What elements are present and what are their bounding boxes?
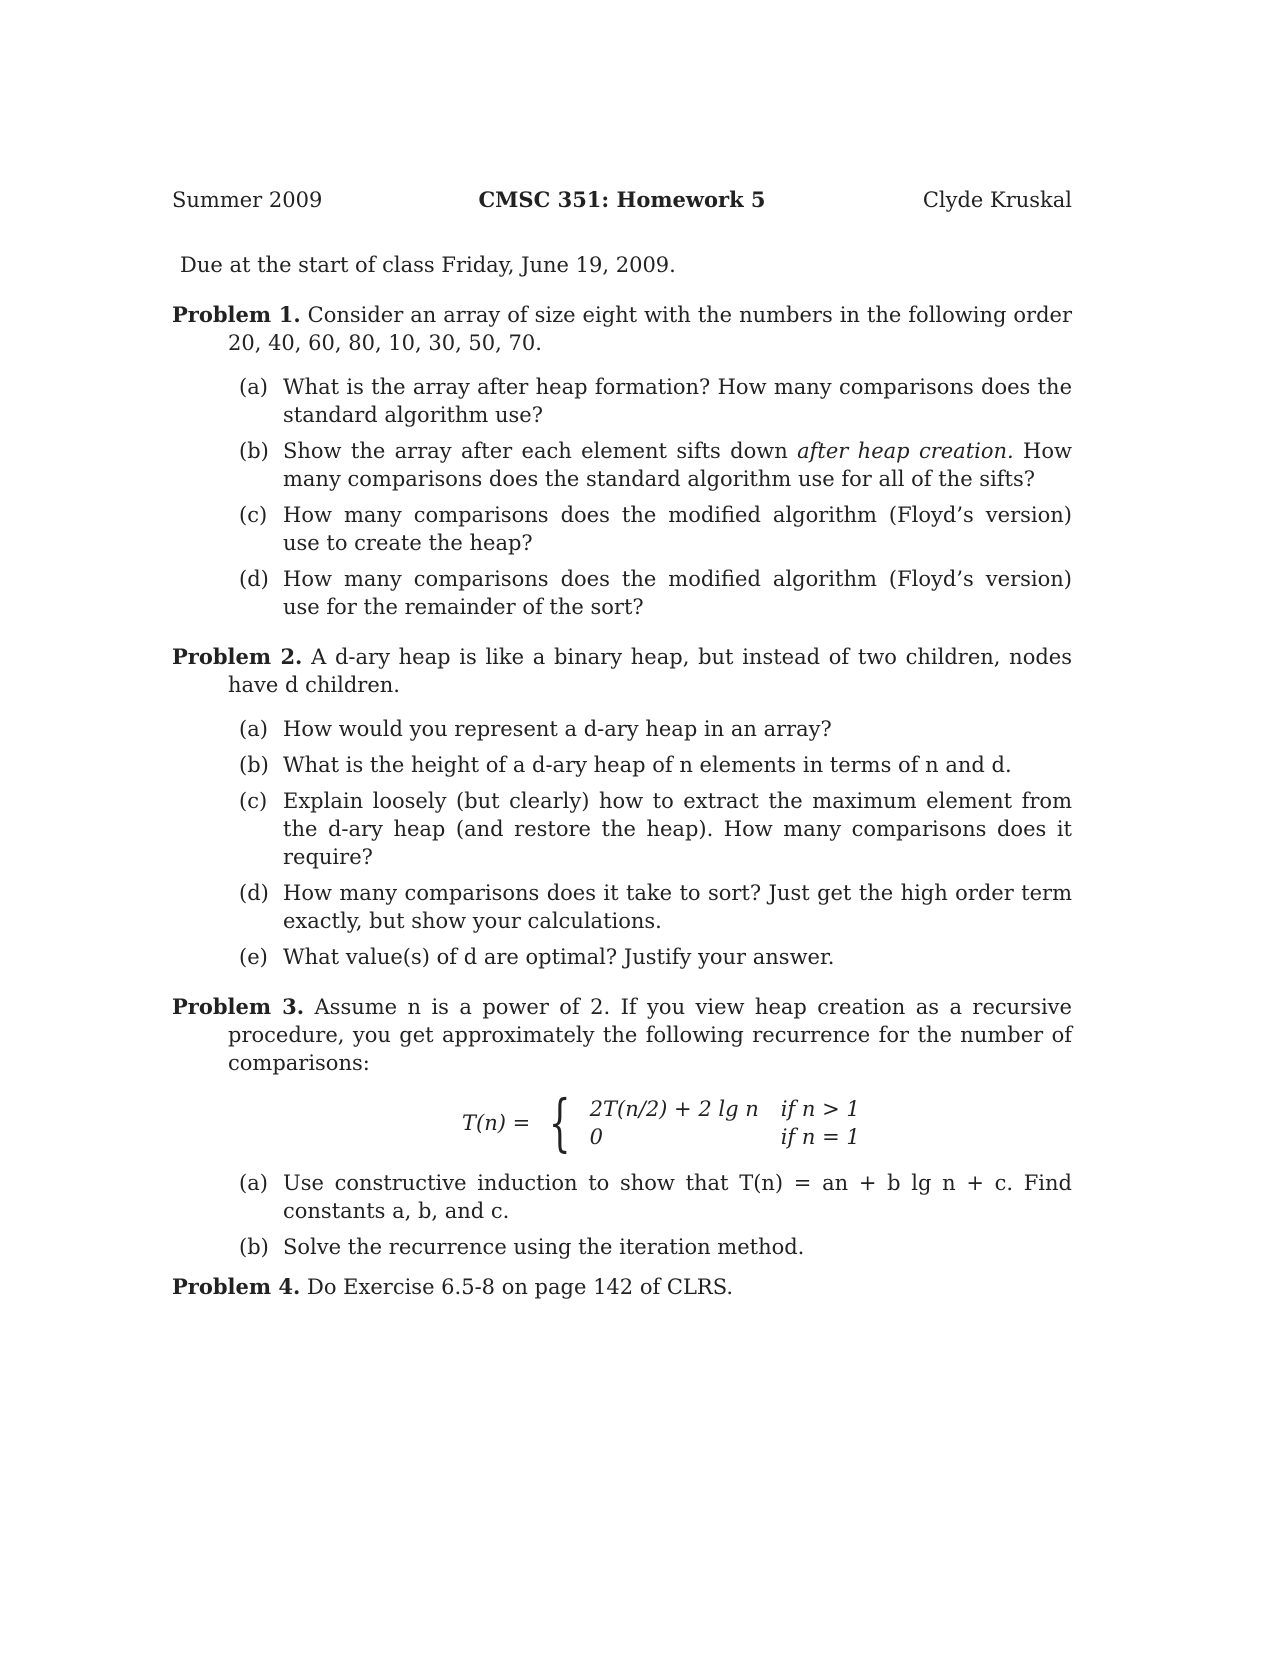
problem-4-text: Do Exercise 6.5-8 on page 142 of CLRS. xyxy=(307,1275,734,1299)
part-text: How would you represent a d-ary heap in an array? xyxy=(283,717,832,741)
left-brace: { xyxy=(549,1086,571,1159)
recurrence-formula xyxy=(462,1086,1072,1159)
problem-2-text: A d-ary heap is like a binary heap, but instead of two children, nodes have d children. xyxy=(228,645,1072,697)
problem-1-label: Problem 1. xyxy=(172,302,301,327)
problem-3-label: Problem 3. xyxy=(172,994,305,1019)
list-item xyxy=(239,501,1072,557)
part-label: (b) xyxy=(239,753,269,777)
part-text: What is the array after heap formation? How many comparisons does the standard algorithm use? xyxy=(283,375,1072,427)
problem-1-parts xyxy=(239,373,1072,621)
term-label: Summer 2009 xyxy=(172,188,323,212)
part-label: (c) xyxy=(239,789,268,813)
author-name: Clyde Kruskal xyxy=(922,188,1072,212)
due-date: Due at the start of class Friday, June 19, 2009. xyxy=(180,253,676,277)
part-text: How many comparisons does the modified algorithm (Floyd’s version) use for the remainder of the sort? xyxy=(283,567,1072,619)
case-1-condition: if n > 1 xyxy=(780,1097,860,1121)
page-header xyxy=(172,186,1072,216)
part-label: (d) xyxy=(239,567,269,591)
list-item xyxy=(239,373,1072,429)
part-text: Show the array after each element sifts down xyxy=(283,439,798,463)
problem-2-parts xyxy=(239,715,1072,971)
list-item xyxy=(239,437,1072,493)
problem-2 xyxy=(172,643,1072,971)
case-2-condition: if n = 1 xyxy=(780,1125,860,1149)
formula-cases xyxy=(590,1095,860,1151)
list-item xyxy=(239,879,1072,935)
problem-4-label: Problem 4. xyxy=(172,1274,301,1299)
case-1-expression: 2T(n/2) + 2 lg n xyxy=(589,1097,759,1121)
problem-3-text: Assume n is a power of 2. If you view heap creation as a recursive procedure, you get approximately the following recurrence for the number of comparisons: xyxy=(228,995,1072,1075)
case-2-expression: 0 xyxy=(589,1125,604,1149)
problem-1-statement xyxy=(172,301,1072,357)
document-page xyxy=(172,186,1072,1301)
part-text: Solve the recurrence using the iteration method. xyxy=(283,1235,805,1259)
problem-4 xyxy=(172,1273,1072,1301)
part-text: How many comparisons does it take to sort? Just get the high order term exactly, but show your calculations. xyxy=(283,881,1072,933)
part-label: (a) xyxy=(239,375,268,399)
problem-3-parts xyxy=(239,1169,1072,1261)
list-item xyxy=(239,1169,1072,1225)
part-label: (e) xyxy=(239,945,268,969)
part-label: (c) xyxy=(239,503,268,527)
part-text: How many comparisons does the modified algorithm (Floyd’s version) use to create the heap? xyxy=(283,503,1072,555)
part-label: (a) xyxy=(239,1171,268,1195)
problem-2-statement xyxy=(172,643,1072,699)
problem-3 xyxy=(172,993,1072,1261)
list-item xyxy=(239,1233,1072,1261)
problem-1-text: Consider an array of size eight with the numbers in the following order 20, 40, 60, 80, 10, 30, 50, 70. xyxy=(228,303,1072,355)
list-item xyxy=(239,751,1072,779)
problem-1 xyxy=(172,301,1072,621)
part-text: How many comparisons does the standard algorithm use for all of the sifts? xyxy=(283,439,1072,491)
part-text: What value(s) of d are optimal? Justify your answer. xyxy=(283,945,835,969)
list-item xyxy=(239,565,1072,621)
list-item xyxy=(239,787,1072,871)
problem-3-statement xyxy=(172,993,1072,1077)
list-item xyxy=(239,943,1072,971)
part-label: (b) xyxy=(239,1235,269,1259)
problem-2-label: Problem 2. xyxy=(172,644,303,669)
part-label: (a) xyxy=(239,717,268,741)
problem-4-statement xyxy=(172,1273,1072,1301)
part-emphasis: after heap creation. xyxy=(797,439,1014,463)
part-text: Explain loosely (but clearly) how to extract the maximum element from the d-ary heap (and restore the heap). How many comparisons does it require? xyxy=(283,789,1072,869)
part-text: Use constructive induction to show that T(n) = an + b lg n + c. Find constants a, b, and c. xyxy=(283,1171,1072,1223)
document-title: CMSC 351: Homework 5 xyxy=(478,187,766,212)
list-item xyxy=(239,715,1072,743)
part-label: (b) xyxy=(239,439,269,463)
part-label: (d) xyxy=(239,881,269,905)
formula-lhs: T(n) = xyxy=(462,1111,531,1135)
part-text: What is the height of a d-ary heap of n elements in terms of n and d. xyxy=(283,753,1012,777)
